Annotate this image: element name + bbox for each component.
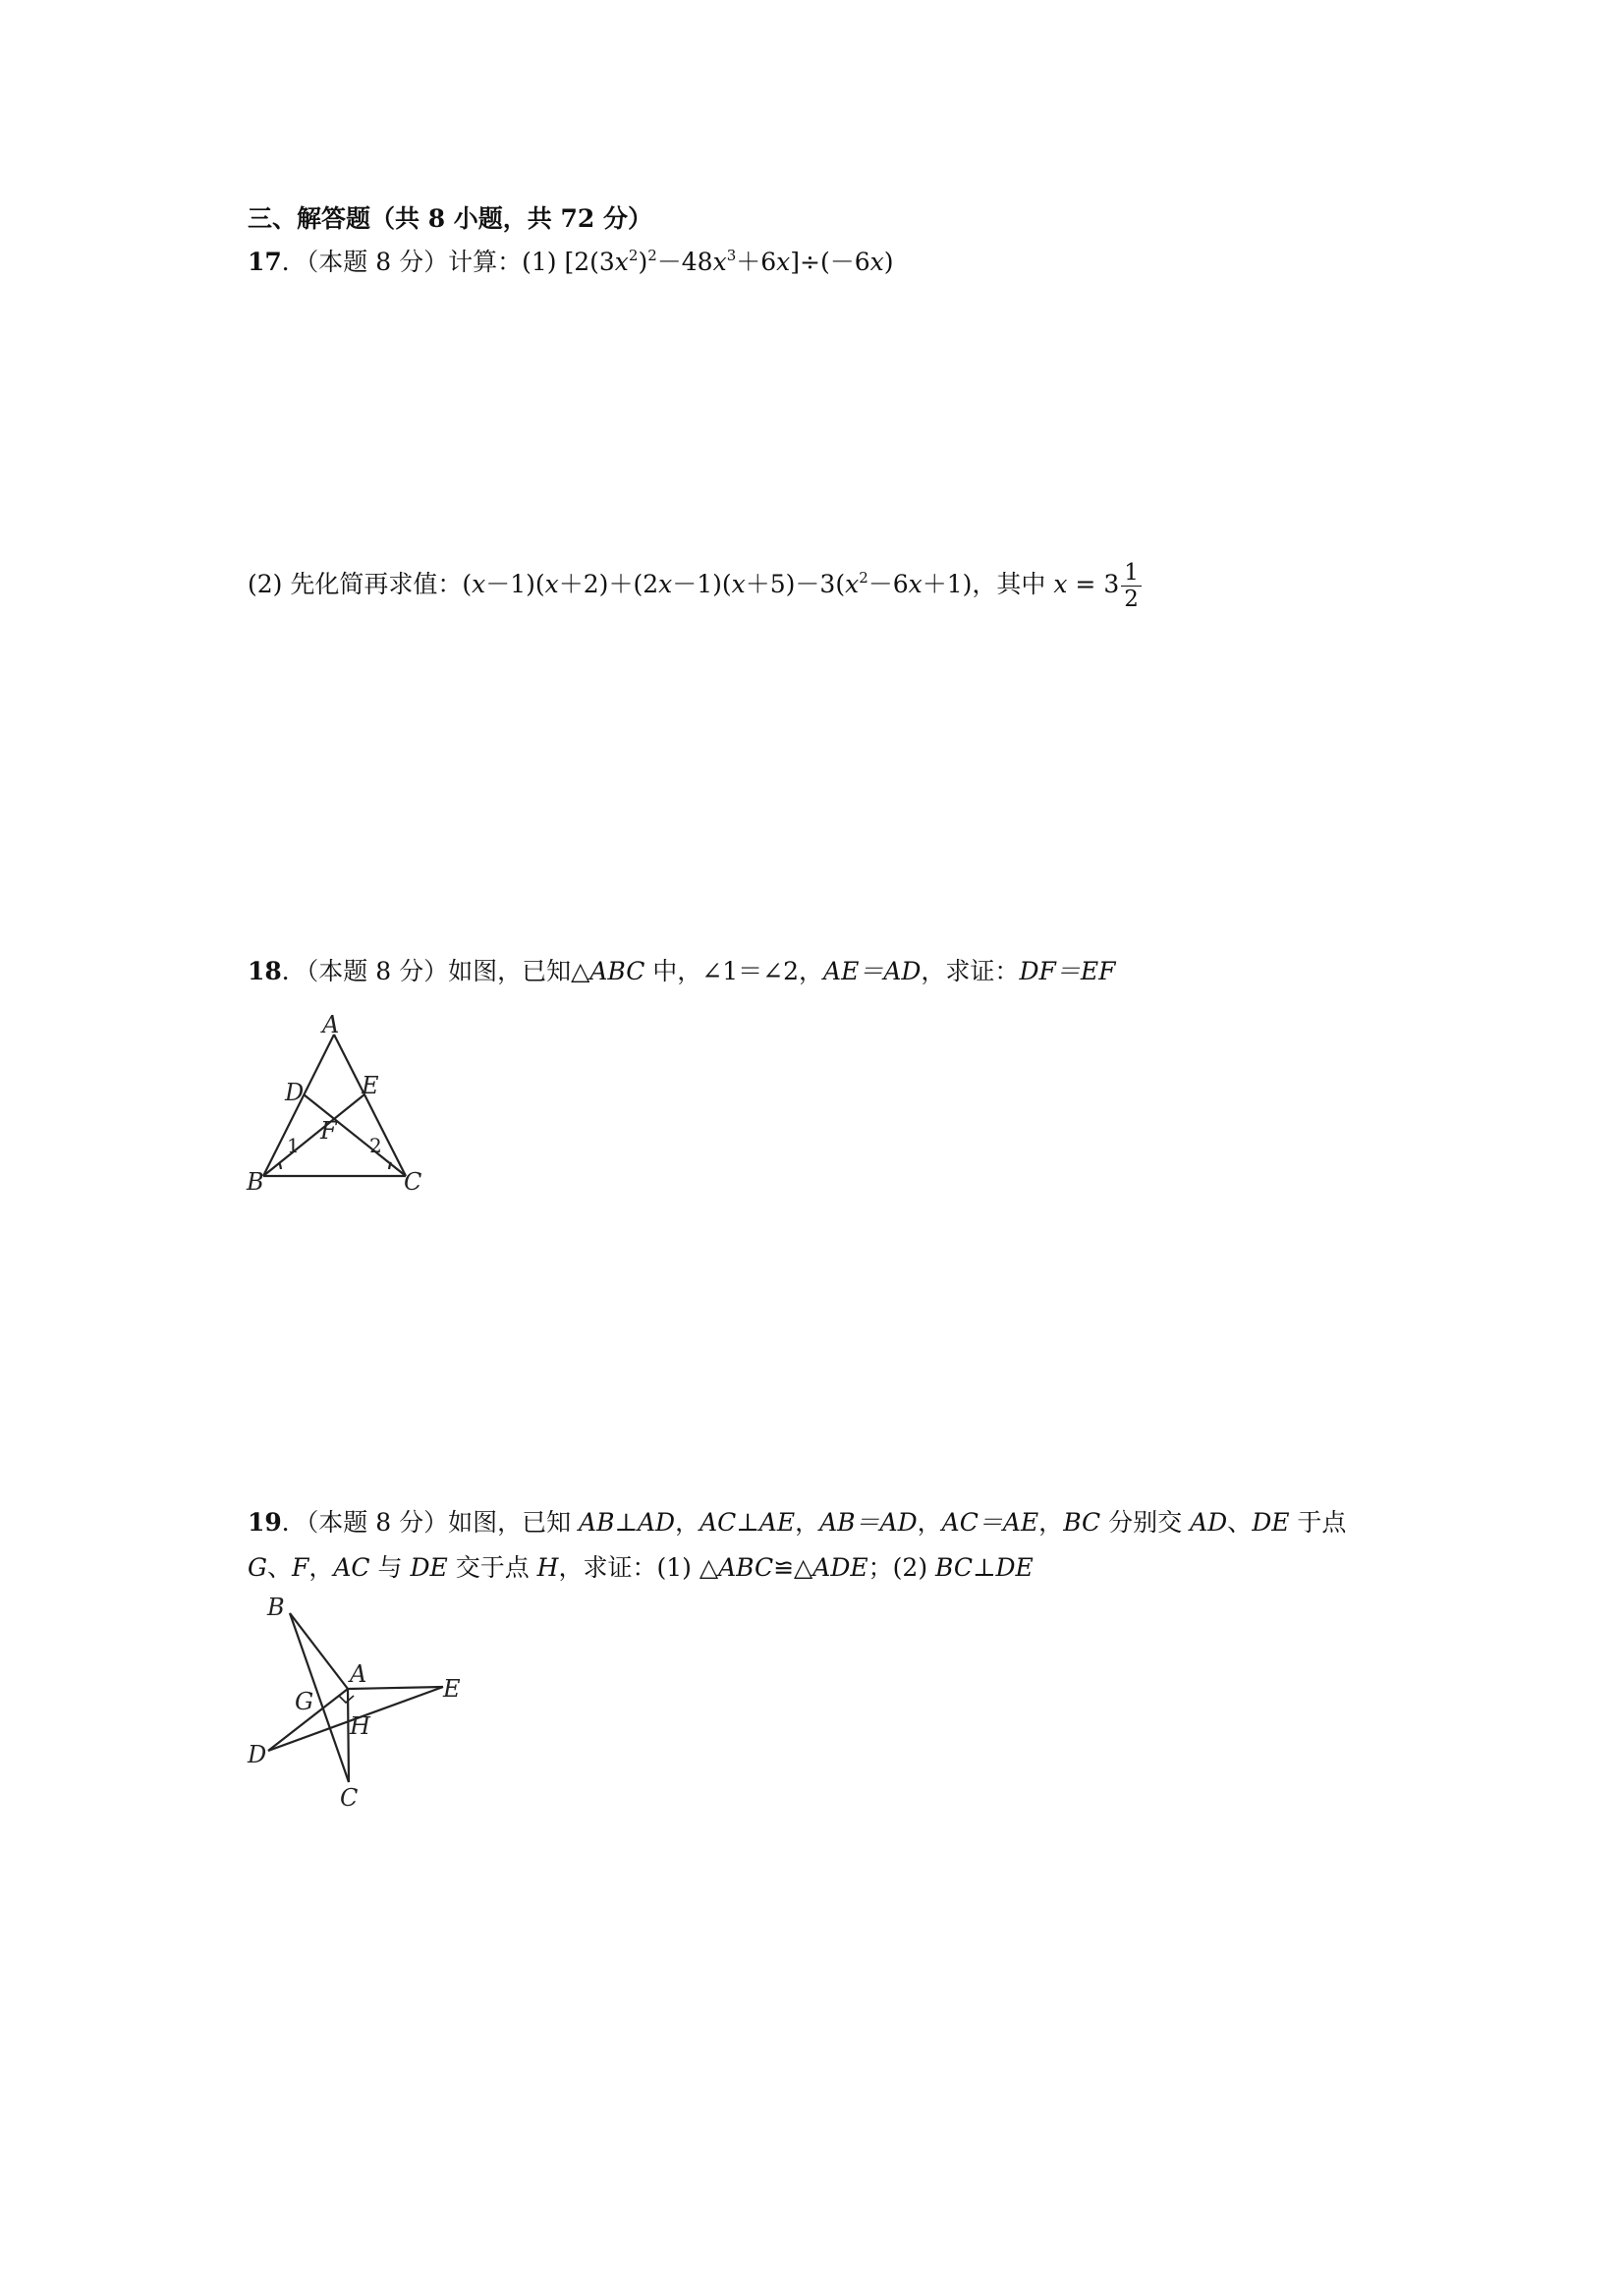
q17-x-whole: 3 xyxy=(1103,570,1120,598)
q19-c6: AD xyxy=(1190,1508,1228,1537)
q17-number: 17 xyxy=(248,248,282,276)
q19-c5: BC xyxy=(1063,1508,1101,1537)
q19-label-c: C xyxy=(340,1784,359,1810)
q19-label-a: A xyxy=(350,1660,367,1688)
q19-c4: AC＝AE xyxy=(941,1508,1039,1537)
q17-x-num: 1 xyxy=(1121,560,1142,587)
q18-label-d: D xyxy=(285,1079,305,1106)
q19-bc-perp-de: BC⊥DE xyxy=(935,1553,1034,1582)
q18-label-angle2: 2 xyxy=(369,1134,382,1157)
q19-p2: ；(2) xyxy=(867,1553,936,1582)
q17-x-fraction xyxy=(1121,560,1142,612)
q17-points: ．（本题 8 分）计算： xyxy=(281,248,523,276)
q19-with: 与 xyxy=(369,1553,411,1582)
q19-seg-ac: AC xyxy=(333,1553,370,1582)
q19-point-g: G xyxy=(248,1553,267,1582)
q18-statement xyxy=(248,955,1115,988)
q19-t-intersect: 分别交 xyxy=(1100,1508,1191,1537)
q19-points: ．（本题 8 分）如图，已知 xyxy=(281,1508,580,1537)
q18-text-mid: 中，∠1＝∠2， xyxy=(644,957,824,985)
q19-c2: AC⊥AE xyxy=(700,1508,796,1537)
q17-part1-label: (1) xyxy=(522,248,565,276)
q19-prove: ，求证：(1) △ xyxy=(558,1553,719,1582)
q17-part2: (2) 先化简再求值：$(x-1)(x+2)+(2x-1)(x+5)-3(x^2-6x+1)$，其中 x = 3 $\frac{1}{2}$ xyxy=(248,560,1142,612)
q18-triangle-figure xyxy=(244,1007,440,1194)
q18-number: 18 xyxy=(248,957,282,985)
q18-label-angle1: 1 xyxy=(287,1134,300,1157)
q19-figure xyxy=(244,1594,479,1810)
q18-label-b: B xyxy=(247,1168,264,1194)
q17-part1 xyxy=(248,246,894,279)
q19-label-e: E xyxy=(443,1675,461,1703)
q17-part2-expression: $(x-1)(x+2)+(2x-1)(x+5)-3(x^2-6x+1)$ xyxy=(462,569,973,598)
q18-seg-be xyxy=(263,1094,364,1176)
q19-label-b: B xyxy=(267,1594,285,1621)
q19-label-d: D xyxy=(248,1741,267,1768)
q19-right-angle-a xyxy=(339,1696,354,1703)
q19-seg-ab xyxy=(290,1613,348,1689)
q19-cong: ≌△ xyxy=(773,1553,813,1582)
q18-text-prove: ，求证： xyxy=(921,957,1020,985)
q17-part2-label: (2) xyxy=(248,570,291,598)
q19-statement-line2: G、F，AC 与 DE 交于点 H，求证：(1) △ABC≌△ADE；(2) BC⊥DE xyxy=(248,1553,1034,1582)
section-title xyxy=(248,202,652,236)
q19-seg-ac xyxy=(348,1689,349,1782)
q17-x-var: x xyxy=(1053,570,1068,598)
q19-c3: AB＝AD xyxy=(819,1508,918,1537)
q19-t-points: 于点 xyxy=(1289,1508,1347,1537)
q19-tri-abc: ABC xyxy=(718,1553,774,1582)
q19-point-h: H xyxy=(536,1553,559,1582)
q19-label-h: H xyxy=(350,1712,370,1740)
q19-c7: DE xyxy=(1252,1508,1290,1537)
q18-label-f: F xyxy=(320,1117,337,1145)
q18-points: ．（本题 8 分）如图，已知△ xyxy=(281,957,590,985)
q18-triangle: ABC xyxy=(589,957,645,985)
q19-seg-de: DE xyxy=(410,1553,448,1582)
q17-part1-expression: $[2(3x^2)^2-48x^3+6x]\div(-6x)$ xyxy=(564,247,894,276)
q18-cond: AE＝AD xyxy=(823,957,922,985)
q19-statement-line1: 19．（本题 8 分）如图，已知 AB⊥AD，AC⊥AE，AB＝AD，AC＝AE，BC 分别交 AD、DE 于点 xyxy=(248,1508,1347,1537)
q17-x-den: 2 xyxy=(1124,587,1139,612)
q19-at: 交于点 xyxy=(447,1553,537,1582)
q17-part2-text: 先化简再求值： xyxy=(290,570,463,598)
q19-label-g: G xyxy=(295,1688,314,1715)
q19-point-f: F xyxy=(292,1553,309,1582)
q18-label-c: C xyxy=(404,1168,422,1194)
section-title-text: 三、解答题（共 8 小题，共 72 分） xyxy=(248,204,653,233)
q19-tri-ade: ADE xyxy=(812,1553,868,1582)
q18-label-a: A xyxy=(322,1011,340,1038)
q18-label-e: E xyxy=(362,1072,379,1099)
q19-number: 19 xyxy=(248,1508,282,1537)
q18-claim: DF＝EF xyxy=(1019,957,1116,985)
q19-c1: AB⊥AD xyxy=(579,1508,676,1537)
q17-part2-condition: ，其中 xyxy=(972,570,1054,598)
